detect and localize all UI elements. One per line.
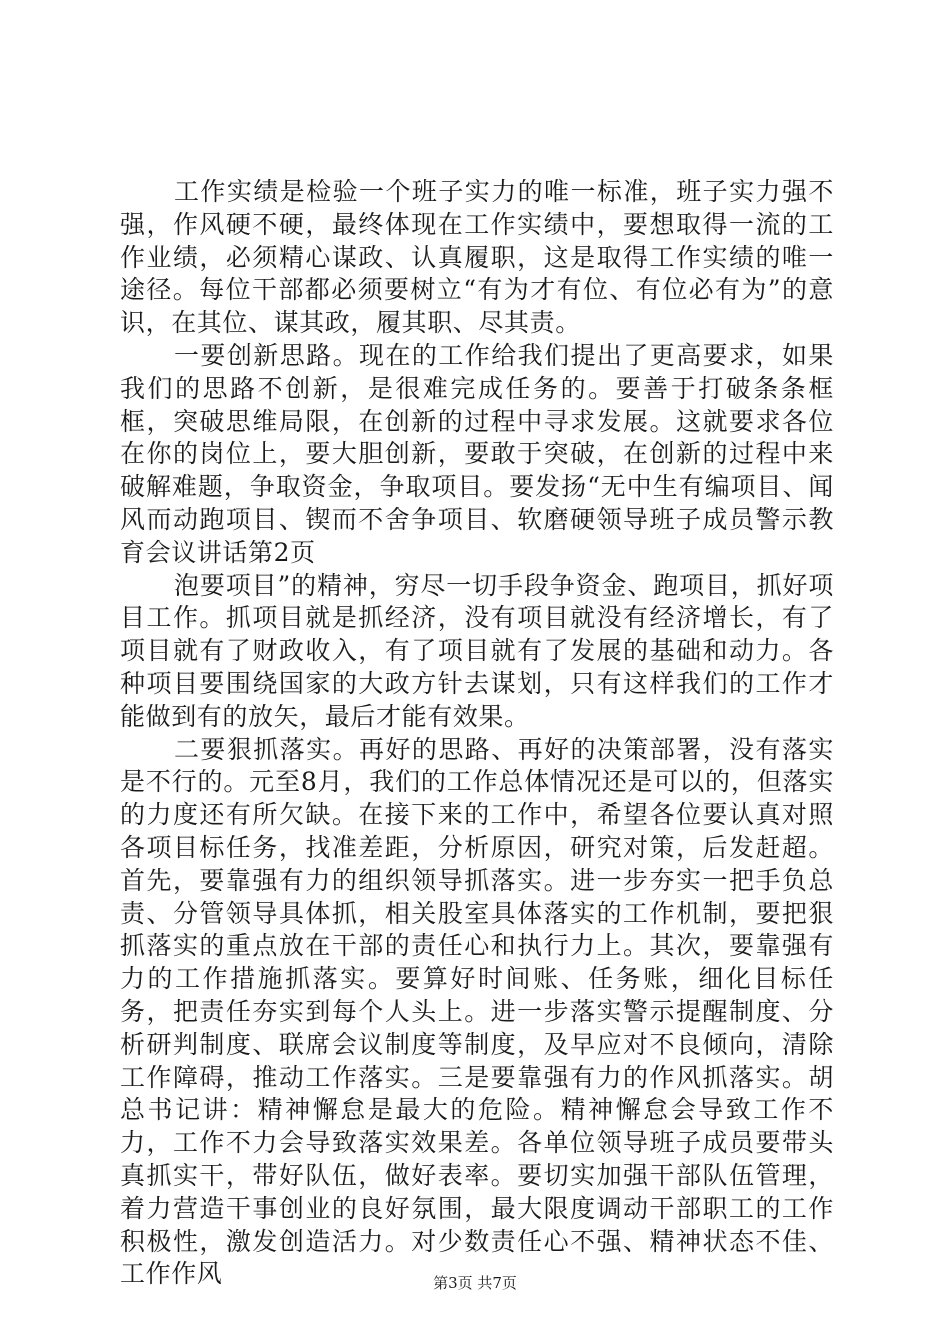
paragraph-work-performance: 工作实绩是检验一个班子实力的唯一标准，班子实力强不强，作风硬不硬，最终体现在工作实绩中，要想取得一流的工作业绩，必须精心谋政、认真履职，这是取得工作实绩的唯一途径。每位干部都必须要树立“有为才有位、有位必有为”的意识，在其位、谋其政，履其职、尽其责。: [120, 177, 834, 338]
paragraph-project-work: 泡要项目”的精神，穷尽一切手段争资金、跑项目，抓好项目工作。抓项目就是抓经济，没有项目就没有经济增长，有了项目就有了财政收入，有了项目就有了发展的基础和动力。各种项目要围绕国家的大政方针去谋划，只有这样我们的工作才能做到有的放矢，最后才能有效果。: [120, 570, 834, 731]
page-number-footer: 第3页 共7页: [433, 1274, 517, 1292]
paragraph-innovate-thinking: 一要创新思路。现在的工作给我们提出了更高要求，如果我们的思路不创新，是很难完成任务的。要善于打破条条框框，突破思维局限，在创新的过程中寻求发展。这就要求各位在你的岗位上，要大胆创新，要敢于突破，在创新的过程中来破解难题，争取资金，争取项目。要发扬“无中生有编项目、闻风而动跑项目、锲而不舍争项目、软磨硬领导班子成员警示教育会议讲话第2页: [120, 340, 834, 567]
document-body: [120, 176, 834, 1291]
paragraph-implementation: 二要狠抓落实。再好的思路、再好的决策部署，没有落实是不行的。元至8月，我们的工作总体情况还是可以的，但落实的力度还有所欠缺。在接下来的工作中，希望各位要认真对照各项目标任务，找准差距，分析原因，研究对策，后发赶超。首先，要靠强有力的组织领导抓落实。进一步夯实一把手负总责、分管领导具体抓，相关股室具体落实的工作机制，要把狠抓落实的重点放在干部的责任心和执行力上。其次，要靠强有力的工作措施抓落实。要算好时间账、任务账，细化目标任务，把责任夯实到每个人头上。进一步落实警示提醒制度、分析研判制度、联席会议制度等制度，及早应对不良倾向，清除工作障碍，推动工作落实。三是要靠强有力的作风抓落实。胡总书记讲：精神懈怠是最大的危险。精神懈怠会导致工作不力，工作不力会导致落实效果差。各单位领导班子成员要带头真抓实干，带好队伍，做好表率。要切实加强干部队伍管理，着力营造干事创业的良好氛围，最大限度调动干部职工的工作积极性，激发创造活力。对少数责任心不强、精神状态不佳、工作作风: [120, 734, 834, 1289]
